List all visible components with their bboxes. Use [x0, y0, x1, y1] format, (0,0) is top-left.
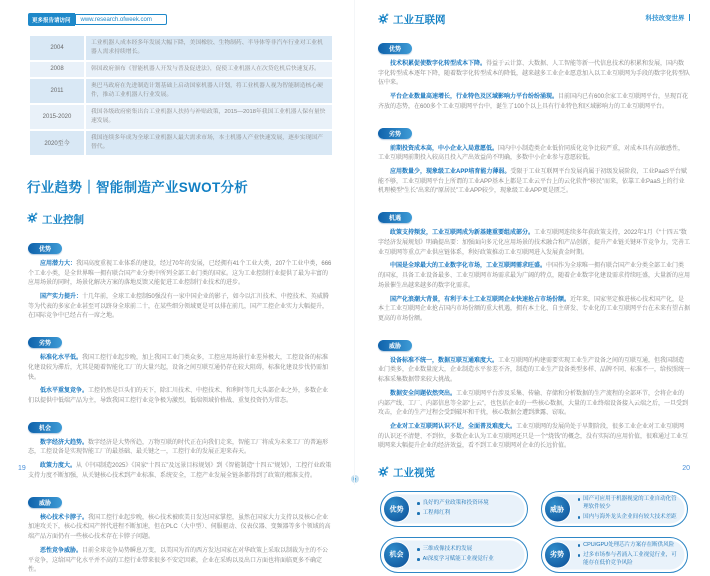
swot-paragraph: [378, 262, 690, 291]
vision-bullet: [417, 500, 520, 508]
vision-card-opportunity: [380, 537, 528, 573]
swot-paragraph: [378, 390, 690, 419]
more-reports-label: 更多报告请访问: [28, 13, 75, 26]
swot-circle-badge: 优势: [383, 496, 410, 523]
timeline-text: 我国连续多年成为全球工业机器人最大需求市场，本土机器人产业快速发展，逐步实现国产替代。: [86, 131, 332, 155]
paragraph-text: 工业互联网连续多年获政策支持，2022年1月《“十四五”数字经济发展规划》明确提出要：加强面向多元化应用场景的技术融合和产品创新，提升产业链关键环节竞争力，完善工业互联网等重点产业供应链体系，利好政策推动工业互联网进入发展黄金时期。: [378, 230, 691, 256]
slogan: [646, 13, 691, 22]
paragraph-lead: 数字经济大趋势。: [40, 439, 89, 446]
bullet-dot-icon: [578, 544, 581, 547]
paragraph-text: 国内中小制造类企业低价同质化竞争比较严重，对成本具有高敏感性，工业互联网前期投入较高且投入产出效益尚不明确，多数中小企业参与意愿较低。: [378, 145, 685, 162]
paragraph-lead: 核心技术卡脖子。: [40, 514, 89, 521]
paragraph-text: 工业互联网平台涉及采集、传输、存储和分析数据的生产流程的全部环节，会将企业的内部产线、工厂、内部信息等全部“上云”，也包括企业的一些核心数据，大量的工业终端设备接入云端之后，一旦受到攻击，企业的生产过程会受到破坏和干扰，核心数据会遭到泄露、窃取。: [378, 390, 688, 417]
paragraph-lead: 政策支持频发，工业互联网成为新基建重要组成部分。: [390, 230, 535, 237]
timeline-year: 2008: [30, 62, 84, 77]
swot-tag-threat: 威胁: [378, 340, 412, 351]
bullet-dot-icon: [417, 558, 420, 561]
vision-bullet: [417, 546, 520, 554]
bullet-dot-icon: [417, 512, 420, 515]
paragraph-text: 我国工控行业起步晚，加上我国工业门类众多，工控应用场景行业差异极大，工控设备的标准化建设较为滞后，尤其是随着智能化工厂的大量兴起，设备之间互联互通仍存在较大阻碍，标准化建设步伐仍需加快。: [28, 355, 329, 381]
swot-tag-weakness: 劣势: [28, 337, 62, 348]
vision-bullet: [417, 510, 520, 518]
page-number-right: 20: [682, 465, 690, 472]
timeline-year: 2015-2020: [30, 105, 84, 129]
paragraph-text: 近年来，国家坚定推进核心技术国产化，是本土工业互联网企业抢占国内市场份额的重大机遇，拥有本土化、自主研发、专业化的工业互联网平台在未来有望占据更高的市场份额。: [378, 296, 691, 322]
timeline-year: 2020至今: [30, 131, 84, 155]
industrial-vision-content: [355, 491, 710, 573]
paragraph-lead: 标准化水平低。: [40, 355, 83, 362]
paragraph-text: 十几年前，全球工业控制50强没有一家中国企业的影子，如今以汇川技术、中控技术、英威腾等为代表的多家企业甚至可以跻身全球前二十，在某些细分领域更是可以排在前几，国产工控企业实力大幅提升，在国际竞争中已经占有一席之地。: [28, 294, 329, 320]
vision-card-strength: [380, 491, 528, 527]
gear-icon: [378, 466, 389, 480]
paragraph-lead: 低水平重复竞争。: [40, 388, 89, 395]
paragraph-text: 我国高度重视工业体系的建设，经过70年的发展，已经拥有41个工业大类，207个工业中类，666个工业小类，是全世界唯一拥有联合国产业分类中所列全部工业门类的国家。这为工业控制行业提供了最为丰富的应用场景的同时，场景化解决方案的落地反馈又能促进工业控制行业技术的进步。: [28, 260, 332, 287]
vision-card-threat: [541, 491, 689, 527]
page-right: [355, 0, 710, 566]
bullet-text: CPU/GPU处理芯片方案存在断供风险: [583, 542, 675, 549]
paragraph-lead: 企业对工业互联网认识不足，全面普及难度大。: [390, 423, 517, 430]
swot-circle-badge: 威胁: [544, 496, 571, 523]
slogan-divider-bar: [689, 14, 691, 21]
bullet-text: 三维成像技术的发展: [422, 546, 473, 553]
vision-bullet: [417, 556, 520, 564]
swot-paragraph: [378, 145, 690, 164]
bullet-text: 国产可应用于机器视觉的工业自动化管理软件较少: [583, 496, 677, 511]
timeline-text: 我国各级政府密集出台工业机器人扶持与补贴政策，2015—2018年我国工业机器人保有量快速发展。: [86, 105, 332, 129]
bullet-text: 过多市场参与者涌入工业视觉行业，可能存在低价竞争风险: [583, 552, 677, 566]
timeline-text: 工业机器人成本经多年发展大幅下降，美国橡胶、生物制药、半导体等非汽车行业对工业机器人需求持续增长。: [86, 36, 332, 60]
paragraph-text: 中国作为全球唯一拥有联合国产业分类全部工业门类的国家，具备工业设备最多、工业互联网市场需求最为广阔的特点，随着企业数字化建设需求持续旺盛，大量新的应用场景催生出越来越多的数字化需求。: [378, 263, 691, 289]
vision-swot-grid: [380, 491, 688, 573]
slogan-text: 科技改变世界: [645, 15, 685, 22]
paragraph-lead: 应用潜力大：: [40, 260, 77, 267]
paragraph-lead: 国产实力提升：: [40, 294, 83, 301]
paragraph-text: 工业互联网的发展尚处于早期阶段，很多工业企业对工业互联网的认识还不清楚、不到位，多数企业认为工业互联网还只是一个“烧钱”的概念，没有实际的应用价值，很难通过工业互联网来大幅提升企业的经济效益，看不到工业互联网对企业的长远价值。: [378, 423, 688, 450]
section-industrial-vision: [378, 465, 710, 480]
more-reports-badge: [28, 13, 355, 26]
paragraph-lead: 前期投资成本高，中小企业入局意愿低。: [390, 145, 499, 152]
bullet-dot-icon: [578, 516, 581, 519]
vision-card-weakness: [541, 537, 689, 573]
paragraph-text: 我国工控行业起步晚，核心技术被欧美日发达国家掌控，虽然在国家大力支持以及核心企业加速攻关下，核心技术国产替代进程不断加速，但在PLC（大中型）、伺服驱动、仪表仪器、变频器等多个领域的高端产品方面仍有一些核心技术存在卡脖子问题。: [28, 514, 331, 541]
swot-paragraph: [28, 514, 333, 543]
table-row: [30, 79, 332, 103]
swot-paragraph: [378, 357, 690, 386]
vision-bullet: [578, 542, 681, 550]
swot-tag-opportunity: 机遇: [378, 212, 412, 223]
vision-bullet: [578, 552, 681, 568]
paragraph-text: 目前国内已有600余家工业互联网平台，呈现百花齐放的态势，在600多个工业互联网平台中，诞生了100个以上具有行业特色和区域影响力的工业互联网平台。: [378, 94, 689, 110]
industrial-control-content: [0, 238, 355, 576]
paragraph-text: 工业互联网的构建需要实现工业生产设备之间的互联互通，但我国制造业门类多，企业数量庞大，企业制造水平参差不齐，制造的工业生产设备类型多样、品牌不同、标准不一，给按照统一标准采集数据带来较大挑战。: [378, 357, 691, 384]
paragraph-lead: 中国是全球最大的工业数字化市场，工业互联网需求旺盛。: [390, 263, 547, 270]
table-row: [30, 131, 332, 155]
swot-paragraph: [378, 423, 690, 452]
paragraph-text: 受限于工业互联网平台发展尚属于初级发展阶段，工业PaaS平台赋能不够，工业互联网平台上所谓的工业APP基本上都是工业云平台上的云化软件“移民”而来，依靠工业PaaS上的行业机理模型“生长”出来的“原居民”工业APP较少，现象级工业APP更是匮乏。: [378, 169, 688, 195]
swot-paragraph: [28, 462, 333, 481]
swot-paragraph: [378, 296, 690, 325]
swot-paragraph: [28, 354, 333, 383]
paragraph-lead: 政策力度大。: [40, 463, 77, 470]
gear-icon: [27, 212, 38, 226]
paragraph-text: 目前全球竞争局势瞬息万变，以美国为首的西方发达国家在对华政策上采取以制裁为主的不公平竞争，这给国产化水平并不高的工控行业带来很多不安定因素，企业在采购以及出口方面也将面临更多不确定性。: [28, 547, 329, 574]
page-number-left: 19: [18, 465, 26, 472]
timeline-year: 2004: [30, 36, 84, 60]
timeline-table: [30, 36, 332, 155]
vision-bullet: [578, 496, 681, 512]
page-title: 行业趋势｜智能制造产业SWOT分析: [27, 179, 249, 195]
swot-circle-badge: 机会: [383, 541, 410, 568]
swot-paragraph: [378, 168, 690, 197]
timeline-text: 奥巴马政府在先进制造计划基础上启动国家机器人计划，将工业机器人视为智能制造核心硬件，推动工业机器人行业发展。: [86, 79, 332, 103]
swot-paragraph: [378, 60, 690, 89]
swot-paragraph: [28, 260, 333, 289]
paragraph-lead: 数据安全问题依然突出。: [390, 390, 457, 397]
swot-paragraph: [378, 93, 690, 112]
table-row: [30, 105, 332, 129]
paragraph-lead: 技术积累促使数字化转型成本下降。: [390, 61, 487, 67]
swot-circle-badge: 劣势: [544, 541, 571, 568]
swot-paragraph: [28, 439, 333, 458]
swot-tag-threat: 威胁: [28, 497, 62, 508]
swot-paragraph: [378, 229, 690, 258]
site-url-link[interactable]: www.research.ofweek.com: [75, 14, 167, 26]
paragraph-lead: 恶性竞争威胁。: [40, 547, 83, 554]
swot-tag-weakness: 劣势: [378, 128, 412, 139]
paragraph-lead: 国产化浪潮大背景，有利于本土工业互联网企业快速抢占市场份额。: [390, 296, 571, 303]
bullet-dot-icon: [578, 554, 581, 557]
swot-paragraph: [28, 387, 333, 406]
paragraph-text: 数字经济是大势所趋，万物互联的时代正在向我们走来，智能工厂将成为未来工厂的普遍形态，工控设备是实现智能工厂的最基础、最关键之一，工控行业的发展正迎来春天。: [28, 439, 329, 456]
swot-tag-strength: 优势: [378, 43, 412, 54]
timeline-year: 2011: [30, 79, 84, 103]
gear-icon: [378, 13, 389, 27]
bullet-text: 良好的产业政策和投资环境: [422, 500, 489, 507]
paragraph-lead: 平台企业数量高速增长，行业特色及区域影响力平台纷纷涌现。: [390, 94, 559, 101]
bullet-text: 国内与海外龙头企业间有较大技术差距: [583, 514, 677, 521]
bullet-text: 工程师红利: [422, 510, 451, 517]
section-title: 工业视觉: [393, 467, 435, 480]
paragraph-text: 得益于云计算、大数据、人工智能等新一代信息技术的积累和发展，国内数字化转型成本逐年下降，随着数字化转型成本的降低，越来越多工业企业愿意加入以工业互联网为手段的数字化转型队伍中来。: [378, 61, 691, 87]
bullet-dot-icon: [578, 498, 581, 501]
swot-tag-opportunity: 机会: [28, 422, 62, 433]
industrial-internet-content: [355, 38, 710, 452]
swot-tag-strength: 优势: [28, 243, 62, 254]
section-title: 工业互联网: [393, 14, 446, 26]
bullet-dot-icon: [417, 502, 420, 505]
table-row: [30, 62, 332, 77]
swot-paragraph: [28, 293, 333, 322]
bullet-text: AI深度学习赋能工业视觉行业: [422, 555, 494, 562]
table-row: [30, 36, 332, 60]
swot-paragraph: [28, 547, 333, 576]
paragraph-text: 工控仍然是巨头们的天下，除汇川技术、中控技术、和利时等几大头部企业之外，多数企业们以提供中低端产品为主，导致我国工控行业竞争极为激烈，低端领域价格战、重复投资仍为常态。: [28, 388, 329, 405]
page-left: [0, 0, 355, 574]
timeline-text: 韩国政府颁布《智能机器人开发与普及促进法》，促使工业机器人在次贷危机后快速复苏。: [86, 62, 332, 77]
paragraph-lead: 设备标准不统一，数据互联互通难度大。: [390, 357, 499, 364]
bullet-dot-icon: [417, 548, 420, 551]
vision-bullet: [578, 514, 681, 522]
section-industrial-control: [27, 212, 355, 227]
section-title: 工业控制: [42, 213, 84, 226]
paragraph-lead: 应用数量少，现象级工业APP培育能力薄弱。: [390, 169, 511, 176]
paragraph-text: 从《中国制造2025》《国家“十四五”及远景目标规划》到《智能制造“十四五”规划》，工控行业政策支持力度不断加强，从关键核心技术到产业标准、系统安全，工控产业发展全链条都得到了政策的精准支持。: [28, 463, 332, 479]
